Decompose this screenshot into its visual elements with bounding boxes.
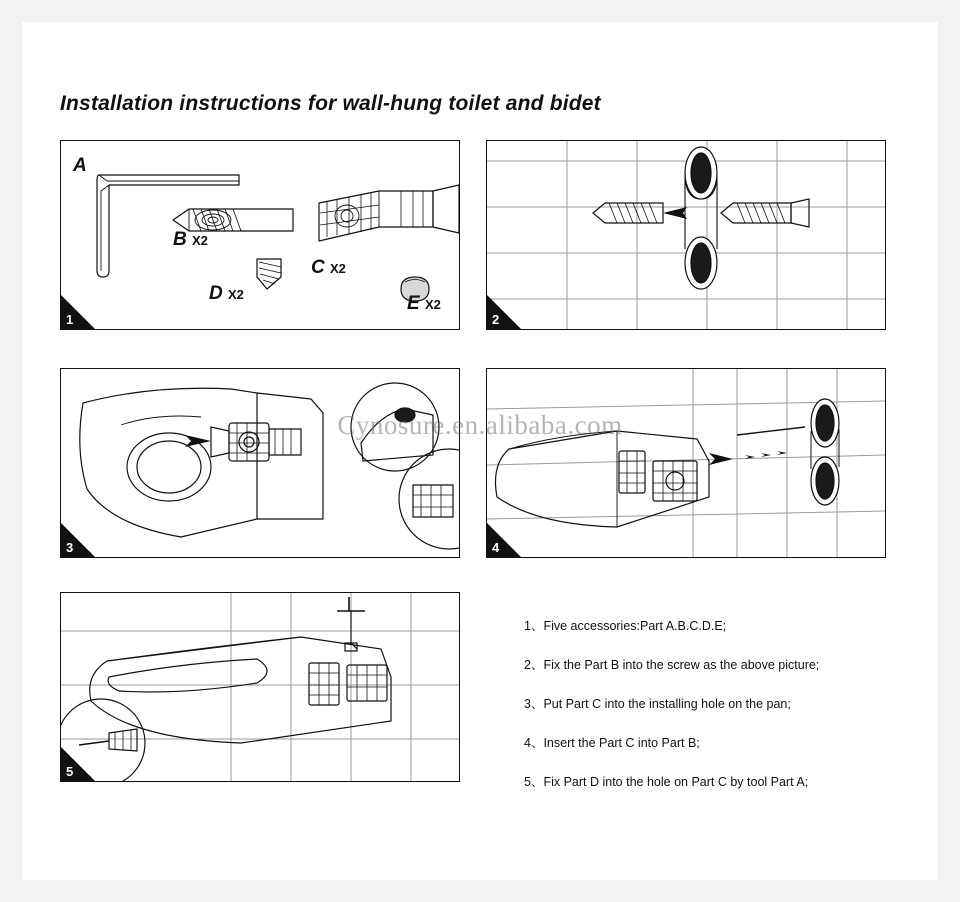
panel-5-bidet-mount	[60, 592, 460, 782]
page-title: Installation instructions for wall-hung toilet and bidet	[60, 92, 601, 115]
panel-2-drawing	[487, 141, 885, 329]
part-label-C: C X2	[311, 257, 346, 278]
panel-5-drawing	[61, 593, 459, 781]
steps-list	[524, 616, 904, 811]
part-label-A: A	[73, 155, 87, 176]
part-label-B: B X2	[173, 229, 208, 250]
panel-number-2: 2	[487, 295, 521, 329]
panel-4-drawing	[487, 369, 885, 557]
step-item-4: 4、Insert the Part C into Part B;	[524, 736, 700, 750]
panel-number-3: 3	[61, 523, 95, 557]
panel-number-1: 1	[61, 295, 95, 329]
part-label-D: D X2	[209, 283, 244, 304]
panel-number-5: 5	[61, 747, 95, 781]
panel-2-wall-anchor-install	[486, 140, 886, 330]
part-label-E: E X2	[407, 293, 441, 314]
panel-4-toilet-to-wall-mount	[486, 368, 886, 558]
panel-1-drawing	[61, 141, 459, 329]
step-item-1: 1、Five accessories:Part A.B.C.D.E;	[524, 619, 727, 633]
panel-3-toilet-pan-detail	[60, 368, 460, 558]
step-item-5: 5、Fix Part D into the hole on Part C by tool Part A;	[524, 775, 809, 789]
panel-3-drawing	[61, 369, 459, 557]
panel-number-4: 4	[487, 523, 521, 557]
panel-1-parts-overview	[60, 140, 460, 330]
watermark-text: Cynosure.en.alibaba.com	[337, 410, 623, 440]
step-item-3: 3、Put Part C into the installing hole on the pan;	[524, 697, 791, 711]
step-item-2: 2、Fix the Part B into the screw as the above picture;	[524, 658, 820, 672]
